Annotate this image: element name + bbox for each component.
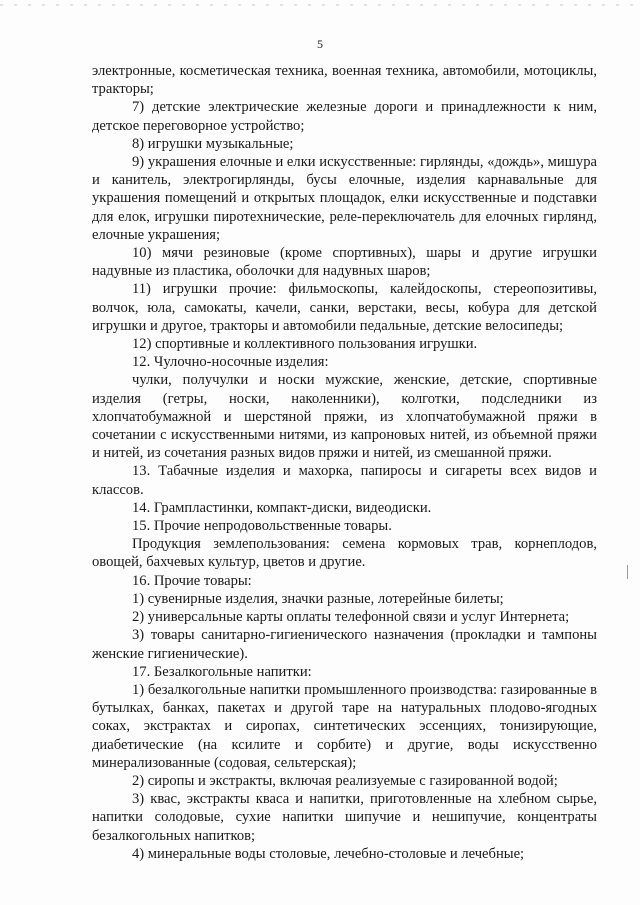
scan-artifact	[0, 4, 640, 6]
paragraph: электронные, косметическая техника, военная техника, автомобили, мотоциклы, тракторы;	[92, 63, 597, 98]
paragraph: 3) товары санитарно-гигиенического назначения (прокладки и тампоны женские гигиенические).	[92, 627, 597, 662]
paragraph: 8) игрушки музыкальные;	[132, 135, 294, 152]
section-heading: 17. Безалкогольные напитки:	[132, 663, 312, 680]
paragraph: 1) безалкогольные напитки промышленного производства: газированные в бутылках, банках, пакетах и другой таре на натуральных плодово-ягодных соках, экстрактах и сиропах, синтетических эссенциях, тонизирующие, диабетические (на ксилите и сорбите) и другие, воды искусственно минерализованные (содовая, сельтерская);	[92, 681, 597, 771]
paragraph: 3) квас, экстракты кваса и напитки, приготовленные на хлебном сырье, напитки солодовые, сухие напитки шипучие и нешипучие, концентраты безалкогольных напитков;	[92, 791, 597, 844]
paragraph: 9) украшения елочные и елки искусственные: гирлянды, «дождь», мишура и канитель, электрогирлянды, бусы елочные, изделия карнавальные для украшения помещений и открытых площадок, елки искусственные и подставки для елок, игрушки пиротехнические, реле-переключатель для елочных гирлянд, елочные украшения;	[92, 154, 597, 243]
paragraph: 2) сиропы и экстракты, включая реализуемые с газированной водой;	[132, 772, 558, 789]
section-heading: 15. Прочие непродовольственные товары.	[132, 518, 392, 535]
paragraph: 10) мячи резиновые (кроме спортивных), шары и другие игрушки надувные из пластика, оболочки для надувных шаров;	[92, 245, 597, 280]
section-heading: 14. Грампластинки, компакт-диски, видеодиски.	[132, 499, 432, 516]
scan-artifact	[627, 565, 628, 579]
paragraph: чулки, получулки и носки мужские, женские, детские, спортивные изделия (гетры, носки, наколенники), колготки, подследники из хлопчатобумажной и шерстяной пряжи, из хлопчатобумажной пряжи в сочетании с искусственными нитями, из капроновых нитей, из объемной пряжи и нитей, из сочетания разных видов пряжи и нитей, из смешанной пряжи.	[92, 372, 597, 462]
section-heading: 12. Чулочно-носочные изделия:	[132, 354, 329, 371]
document-body	[92, 62, 597, 863]
paragraph: Продукция землепользования: семена кормовых трав, корнеплодов, овощей, бахчевых культур, цветов и другие.	[92, 536, 597, 571]
paragraph: 2) универсальные карты оплаты телефонной связи и услуг Интернета;	[132, 609, 570, 626]
paragraph: 11) игрушки прочие: фильмоскопы, калейдоскопы, стереопозитивы, волчок, юла, самокаты, качели, санки, верстаки, весы, кобура для детской игрушки и другое, тракторы и автомобили педальные, детские велосипеды;	[92, 281, 597, 334]
section-heading: 13. Табачные изделия и махорка, папиросы и сигареты всех видов и классов.	[92, 463, 597, 498]
section-heading: 16. Прочие товары:	[132, 572, 252, 589]
paragraph: 12) спортивные и коллективного пользования игрушки.	[132, 336, 478, 353]
paragraph: 1) сувенирные изделия, значки разные, лотерейные билеты;	[132, 590, 504, 607]
paragraph: 7) детские электрические железные дороги и принадлежности к ним, детское переговорное устройство;	[92, 99, 597, 134]
page-number: 5	[317, 37, 323, 51]
paragraph: 4) минеральные воды столовые, лечебно-столовые и лечебные;	[132, 845, 525, 862]
